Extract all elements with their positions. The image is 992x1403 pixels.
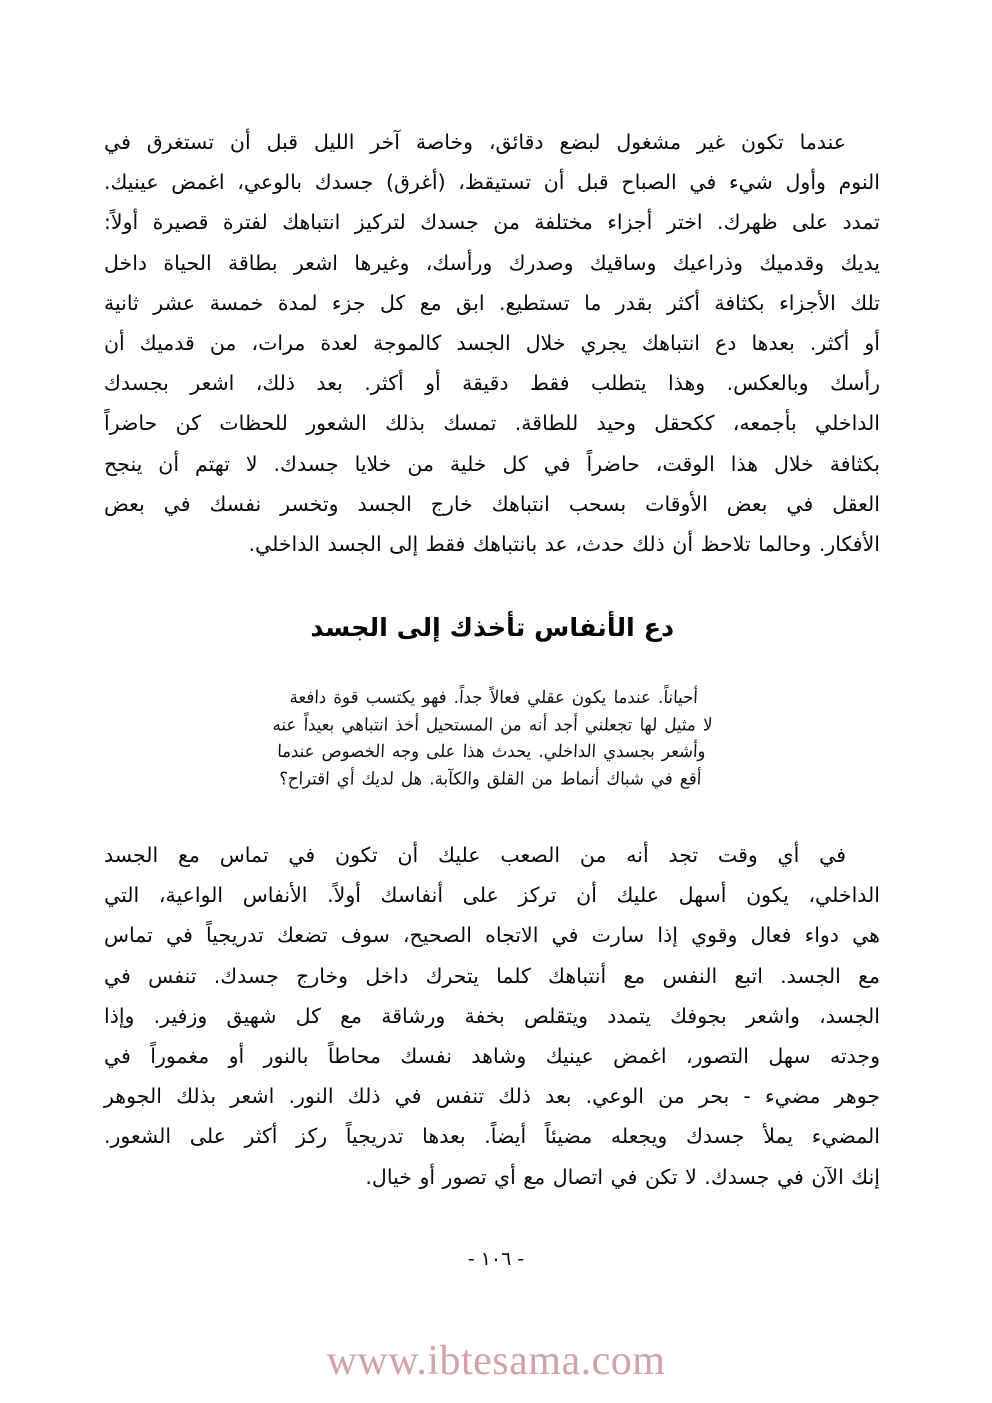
quote-line-4: أقع في شباك أنماط من القلق والكآبة. هل لديك أي اقتراح؟ — [278, 768, 702, 789]
section-heading-wrapper — [104, 611, 880, 645]
quote-block-wrapper — [104, 687, 880, 789]
paragraph-2-line-4: مع الجسد. اتبع النفس مع أنتباهك كلما يتحرك داخل وخارج جسدك. تنفس في — [104, 963, 880, 988]
paragraph-1 — [104, 122, 880, 564]
paragraph-1-line-5: تلك الأجزاء بكثافة أكثر بقدر ما تستطيع. ابق مع كل جزء لمدة خمسة عشر ثانية — [104, 290, 880, 315]
paragraph-2-line-9: إنك الآن في جسدك. لا تكن في اتصال مع أي تصور أو خيال. — [365, 1164, 880, 1189]
spacer — [104, 789, 880, 835]
paragraph-2 — [104, 835, 880, 1197]
paragraph-1-line-2: النوم وأول شيء في الصباح قبل أن تستيقظ، (أغرق) جسدك بالوعي، اغمض عينيك. — [104, 170, 880, 195]
paragraph-1-line-11: الأفكار. وحالما تلاحظ أن ذلك حدث، عد بانتباهك فقط إلى الجسد الداخلي. — [248, 532, 880, 557]
paragraph-1-line-10: العقل في بعض الأوقات بسحب انتباهك خارج الجسد وتخسر نفسك في بعض — [104, 491, 880, 516]
paragraph-2-line-6: وجدته سهل التصور، اغمض عينيك وشاهد نفسك محاطاً بالنور أو مغموراً في — [104, 1044, 880, 1068]
paragraph-1-line-8: الداخلي بأجمعه، ككحقل وحيد للطاقة. تمسك بذلك الشعور للحظات كن حاضراً — [104, 411, 880, 436]
paragraph-1-line-6: أو أكثر. بعدها دع انتباهك يجري خلال الجسد كالموجة لعدة مرات، من قدميك أن — [104, 331, 880, 356]
quote-line-2: لا مثيل لها تجعلني أجد أنه من المستحيل أخذ انتباهي بعيداً عنه — [272, 714, 713, 735]
quote-line-1: أحياناً. عندما يكون عقلي فعالاً جداً. فهو يكتسب قوة دافعة — [289, 687, 699, 708]
paragraph-1-line-7: رأسك وبالعكس. وهذا يتطلب فقط دقيقة أو أكثر. بعد ذلك، اشعر بجسدك — [104, 371, 880, 396]
paragraph-1-line-1: عندما تكون غير مشغول لبضع دقائق، وخاصة آخر الليل قبل أن تستغرق في — [104, 130, 846, 154]
paragraph-2-line-2: الداخلي، يكون أسهل عليك أن تركز على أنفاسك أولاً. الأنفاس الواعية، التي — [104, 883, 880, 908]
paragraph-2-line-3: هي دواء فعال وقوي إذا سارت في الاتجاه الصحيح، سوف تضعك تدريجياً في تماس — [104, 923, 880, 948]
paragraph-2-line-5: الجسد، واشعر بجوفك يتمدد ويتقلص بخفة ورشاقة مع كل شهيق وزفير. وإذا — [104, 1003, 880, 1028]
page-content — [104, 122, 880, 1197]
paragraph-2-line-7: جوهر مضيء - بحر من الوعي. بعد ذلك تنفس في ذلك النور. اشعر بذلك الجوهر — [104, 1084, 880, 1109]
section-heading: دع الأنفاس تأخذك إلى الجسد — [310, 613, 674, 643]
quote-block — [212, 684, 773, 792]
paragraph-1-line-4: يديك وقدميك وذراعيك وساقيك وصدرك ورأسك، وغيرها اشعر بطاقة الحياة داخل — [104, 250, 880, 275]
watermark-url: www.ibtesama.com — [326, 1338, 666, 1384]
quote-line-3: وأشعر بجسدي الداخلي. يحدث هذا على وجه الخصوص عندما — [276, 741, 707, 762]
paragraph-1-line-3: تمدد على ظهرك. اختر أجزاء مختلفة من جسدك لتركيز انتباهك لفترة قصيرة أولاً: — [104, 210, 880, 235]
page-number: - ١٠٦ - — [467, 1248, 525, 1270]
paragraph-2-line-1: في أي وقت تجد أنه من الصعب عليك أن تكون في تماس مع الجسد — [104, 842, 846, 867]
paragraph-2-line-8: المضيء يملأ جسدك ويجعله مضيئاً أيضاً. بعدها تدريجياً ركز أكثر على الشعور. — [104, 1124, 880, 1149]
paragraph-1-line-9: بكثافة خلال هذا الوقت، حاضراً في كل خلية من خلايا جسدك. لا تهتم أن ينجح — [104, 451, 880, 476]
